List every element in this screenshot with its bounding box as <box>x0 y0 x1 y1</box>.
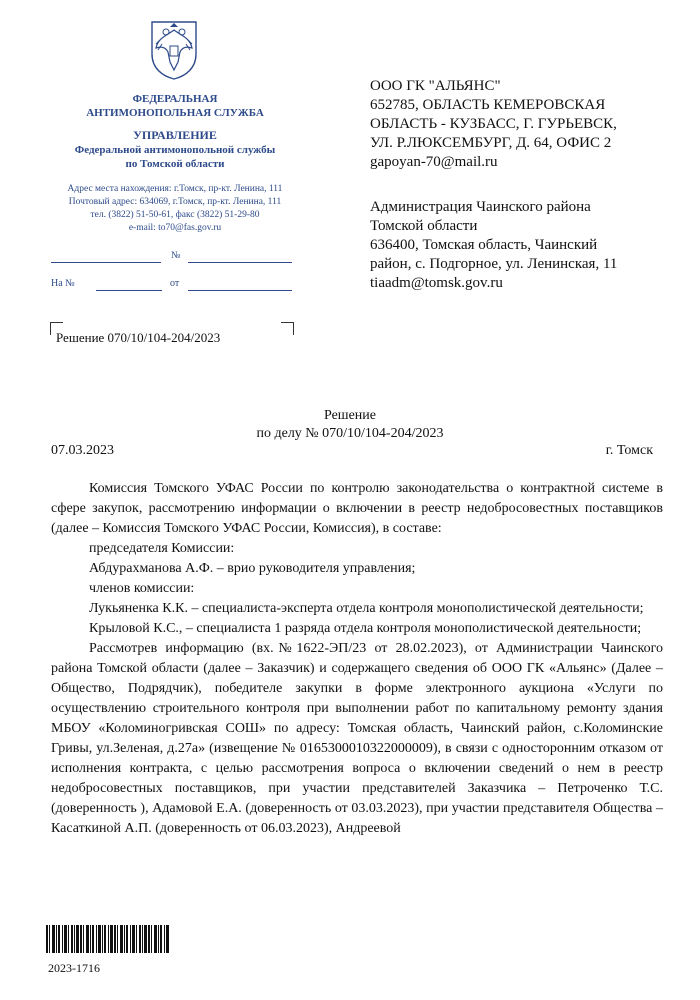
addressee-1 <box>370 77 690 172</box>
paragraph: Крыловой К.С., – специалиста 1 разряда отдела контроля монополистической деятельности; <box>89 621 642 636</box>
contact-email: e-mail: to70@fas.gov.ru <box>128 223 222 233</box>
department-line1: Федеральной антимонопольной службы <box>74 144 276 156</box>
document-title: Решение <box>323 408 376 423</box>
reply-to-label: На № <box>51 278 75 289</box>
coat-of-arms-icon <box>146 18 202 80</box>
reply-number-line <box>96 290 162 291</box>
addressee-2 <box>370 198 690 293</box>
addressee-line: 636400, Томская область, Чаинский <box>370 237 598 253</box>
reg-number-sign: № <box>171 250 181 261</box>
barcode-icon <box>46 925 169 953</box>
corner-mark-right <box>281 322 294 335</box>
paragraph: членов комиссии: <box>89 581 195 596</box>
paragraph: Лукьяненка К.К. – специалиста-эксперта отдела контроля монополистической деятельности; <box>89 601 644 616</box>
reg-date-line <box>51 262 161 263</box>
reply-date-line <box>188 290 292 291</box>
paragraph: председателя Комиссии: <box>89 541 235 556</box>
document-body <box>51 479 663 839</box>
addressee-email: tiaadm@tomsk.gov.ru <box>370 275 503 291</box>
addressee-line: район, с. Подгорное, ул. Ленинская, 11 <box>370 256 618 272</box>
department-line2: по Томской области <box>125 158 225 170</box>
paragraph: Рассмотрев информацию (вх.№1622-ЭП/23 от 28.02.2023), от Администрации Чаинского района Томской области (далее – Заказчик) и содержащего сведения об ООО ГК «Альянс» (Далее – Общество, Подрядчик), победителе закупки в форме электронного аукциона «Услуги по осуществлению строительного контроля при выполнении работ по капитальному ремонту здания МБОУ «Коломиногривская СОШ» по адресу: Томская область, Чаинский район, с.Коломинские Гривы, ул.Зеленая, д.27а» (извещение № 0165300010322000009), в связи с односторонним отказом от исполнения контракта, с целью рассмотрения вопроса о включении сведений о нем в реестр недобросовестных поставщиков, при участии представителей Заказчика – Петроченко Т.С. (доверенность ), Адамовой Е.А. (доверенность от 03.03.2023), при участии представителя Общества – Касаткиной А.П. (доверенность от 06.03.2023), Андреевой <box>51 641 663 836</box>
reg-number-line <box>188 262 292 263</box>
addressee-line: Администрация Чаинского района <box>370 199 591 215</box>
contact-postal: Почтовый адрес: 634069, г.Томск, пр-кт. Ленина, 111 <box>68 197 282 207</box>
document-reference: Решение 070/10/104-204/2023 <box>56 330 221 345</box>
addressee-line: Томской области <box>370 218 478 234</box>
addressee-line: 652785, ОБЛАСТЬ КЕМЕРОВСКАЯ <box>370 97 606 113</box>
addressee-line: УЛ. Р.ЛЮКСЕМБУРГ, Д. 64, ОФИС 2 <box>370 135 612 151</box>
barcode-number: 2023-1716 <box>48 961 100 975</box>
reply-from-label: от <box>170 278 180 289</box>
document-subtitle: по делу № 070/10/104-204/2023 <box>256 426 444 441</box>
agency-name-line2: АНТИМОНОПОЛЬНАЯ СЛУЖБА <box>86 107 264 119</box>
paragraph: Комиссия Томского УФАС России по контролю законодательства о контрактной системе в сфере закупок, рассмотрению информации о включении в реестр недобросовестных поставщиков (далее – Комиссия Томского УФАС России, Комиссия), в составе: <box>51 481 663 536</box>
document-date: 07.03.2023 <box>51 443 114 458</box>
contact-location: Адрес места нахождения: г.Томск, пр-кт. Ленина, 111 <box>67 184 283 194</box>
addressee-email: gapoyan-70@mail.ru <box>370 154 498 170</box>
paragraph: Абдурахманова А.Ф. – врио руководителя управления; <box>89 561 416 576</box>
document-city: г. Томск <box>605 443 653 458</box>
addressee-line: ОБЛАСТЬ - КУЗБАСС, Г. ГУРЬЕВСК, <box>370 116 617 132</box>
addressee-line: ООО ГК "АЛЬЯНС" <box>370 78 501 94</box>
contact-phone: тел. (3822) 51-50-61, факс (3822) 51-29-80 <box>90 210 260 220</box>
agency-name-line1: ФЕДЕРАЛЬНАЯ <box>132 93 218 105</box>
department-title: УПРАВЛЕНИЕ <box>133 128 217 142</box>
